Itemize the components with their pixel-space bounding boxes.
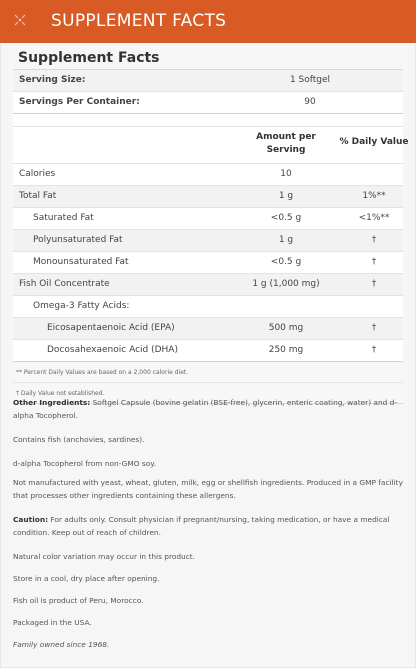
- nutrient-row-monounsaturated-fat: [13, 252, 403, 274]
- supplement-facts-table: [13, 69, 409, 404]
- amount-per-serving-header: Amount per Serving: [256, 132, 316, 155]
- origin-note: Fish oil is product of Peru, Morocco.: [13, 596, 144, 605]
- serving-size-row: [13, 70, 403, 92]
- panel-heading: Supplement Facts: [18, 50, 160, 66]
- servings-per-container-row: [13, 92, 403, 114]
- nutrient-name: Monounsaturated Fat: [33, 257, 129, 267]
- nutrient-dv: †: [371, 279, 377, 289]
- nutrient-amount: 500 mg: [268, 323, 304, 333]
- nutrient-name: Calories: [19, 169, 56, 179]
- other-ingredients-label: Other Ingredients:: [13, 398, 91, 407]
- nutrient-name: Omega-3 Fatty Acids:: [33, 301, 130, 311]
- tocopherol-note: d-alpha Tocopherol from non-GMO soy.: [13, 459, 156, 468]
- footnote-dagger-text: † Daily Value not established.: [16, 390, 105, 397]
- other-ingredients-text: Softgel Capsule (bovine gelatin (BSE-free), glycerin, enteric coating, water) and d-alpha Tocopherol.: [13, 398, 398, 420]
- nutrient-dv: †: [371, 235, 377, 245]
- nutrient-amount: 1 g: [278, 235, 294, 245]
- serving-size-value: 1 Softgel: [289, 75, 331, 85]
- nutrient-dv: 1%**: [362, 191, 386, 201]
- daily-value-header: % Daily Value: [339, 137, 409, 147]
- storage-note: Store in a cool, dry place after opening.: [13, 574, 160, 583]
- footnote-percent: [13, 362, 403, 383]
- section-header[interactable]: [0, 0, 416, 43]
- nutrient-amount: 10: [280, 169, 292, 179]
- nutrient-name: Saturated Fat: [33, 213, 94, 223]
- nutrient-amount: 1 g (1,000 mg): [252, 279, 320, 289]
- servings-per-container-label: Servings Per Container:: [19, 97, 140, 107]
- caution-label: Caution:: [13, 515, 49, 524]
- nutrient-row-epa: [13, 318, 403, 340]
- nutrient-dv: <1%**: [358, 213, 390, 223]
- nutrient-row-total-fat: [13, 186, 403, 208]
- family-owned-text: Family owned since 1968.: [13, 640, 110, 649]
- nutrient-row-dha: [13, 340, 403, 362]
- supplement-facts-panel: [0, 43, 416, 668]
- nutrient-dv: †: [371, 345, 377, 355]
- nutrient-name: Total Fat: [19, 191, 57, 201]
- nutrient-dv: †: [371, 323, 377, 333]
- nutrient-name: Docosahexaenoic Acid (DHA): [47, 345, 178, 355]
- color-variation-note: Natural color variation may occur in this product.: [13, 552, 196, 561]
- other-ingredients: [13, 396, 403, 422]
- nutrient-amount: <0.5 g: [270, 213, 302, 223]
- nutrient-amount: <0.5 g: [270, 257, 302, 267]
- caution-text: For adults only. Consult physician if pregnant/nursing, taking medication, or have a medical condition. Keep out of reach of children.: [13, 515, 390, 537]
- caution-note: [13, 513, 403, 539]
- nutrient-row-omega-3: [13, 296, 403, 318]
- column-headers: [13, 127, 409, 164]
- servings-per-container-value: 90: [304, 97, 316, 107]
- nutrient-row-polyunsaturated-fat: [13, 230, 403, 252]
- serving-size-label: Serving Size:: [19, 75, 86, 85]
- nutrient-name: Polyunsaturated Fat: [33, 235, 123, 245]
- nutrient-name: Eicosapentaenoic Acid (EPA): [47, 323, 175, 333]
- nutrient-dv: †: [371, 257, 377, 267]
- family-owned-note: [13, 638, 403, 651]
- nutrient-row-calories: [13, 164, 403, 186]
- packaged-note: Packaged in the USA.: [13, 618, 92, 627]
- footnote-percent-text: ** Percent Daily Values are based on a 2,000 calorie diet.: [16, 369, 189, 376]
- section-title: SUPPLEMENT FACTS: [51, 11, 227, 31]
- nutrient-row-saturated-fat: [13, 208, 403, 230]
- collapse-x-icon[interactable]: [12, 12, 28, 28]
- nutrient-name: Fish Oil Concentrate: [19, 279, 110, 289]
- nutrient-amount: 250 mg: [268, 345, 304, 355]
- nutrient-row-fish-oil: [13, 274, 403, 296]
- contains-note: Contains fish (anchovies, sardines).: [13, 435, 145, 444]
- nutrient-amount: 1 g: [278, 191, 294, 201]
- not-manufactured-note: Not manufactured with yeast, wheat, gluten, milk, egg or shellfish ingredients. Produced in a GMP facility that processes other ingredients containing these allergens.: [13, 478, 403, 500]
